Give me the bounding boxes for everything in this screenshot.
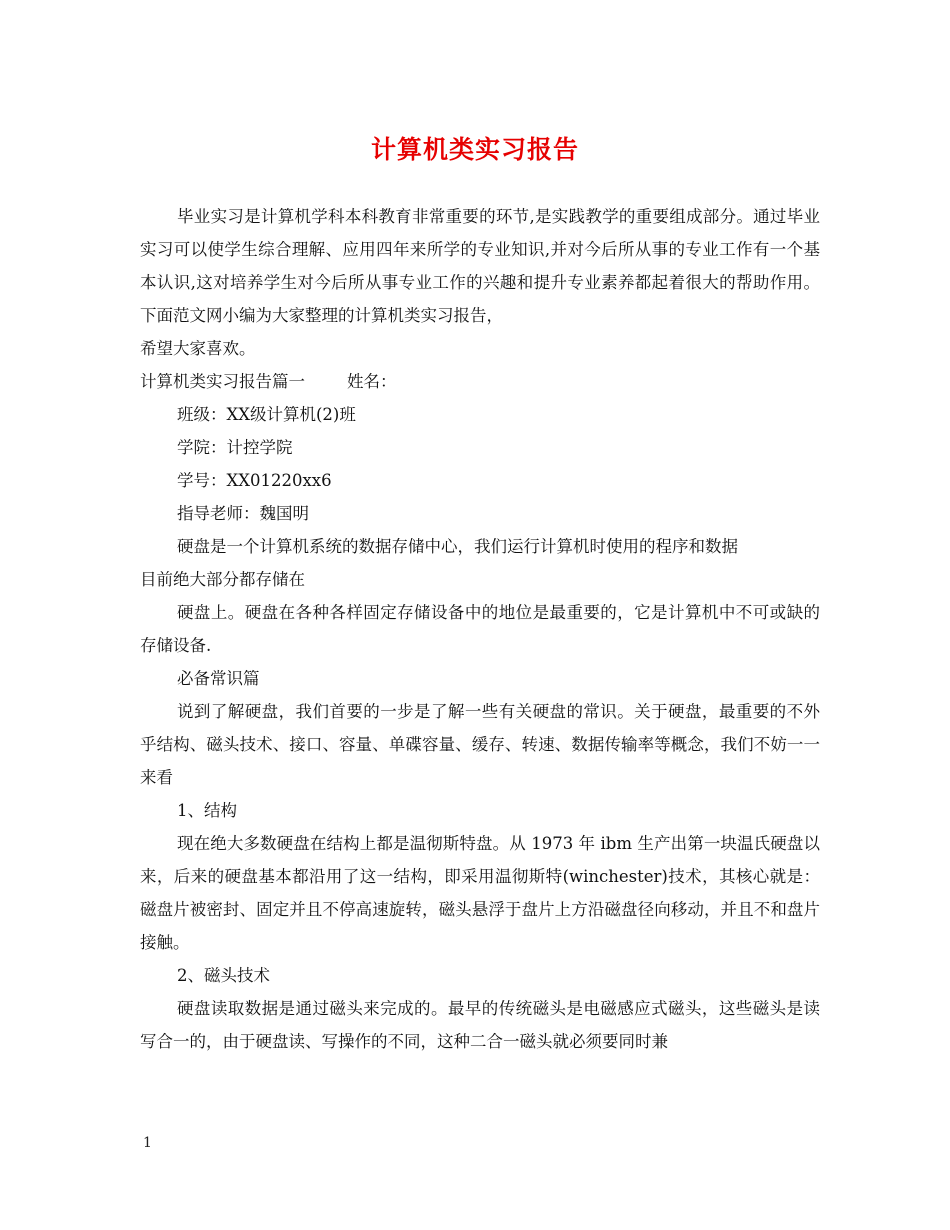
section-heading-line [140,365,820,398]
intro-paragraph: 毕业实习是计算机学科本科教育非常重要的环节,是实践教学的重要组成部分。通过毕业实习可以使学生综合理解、应用四年来所学的专业知识,并对今后所从事的专业工作有一个基本认识,这对培养学生对今后所从事专业工作的兴趣和提升专业素养都起着很大的帮助作用。下面范文网小编为大家整理的计算机类实习报告， [140,207,820,325]
paragraph-4: 现在绝大多数硬盘在结构上都是温彻斯特盘。从 1973 年 ibm 生产出第一块温氏硬盘以来，后来的硬盘基本都沿用了这一结构，即采用温彻斯特(winchester)技术，其核心就是：磁盘片被密封、固定并且不停高速旋转，磁头悬浮于盘片上方沿磁盘径向移动，并且不和盘片接触。 [140,834,820,952]
item-2-heading: 2、磁头技术 [177,966,270,985]
college-line: 学院：计控学院 [177,438,293,457]
section-title: 计算机类实习报告篇一 [140,372,305,391]
paragraph-1a: 硬盘是一个计算机系统的数据存储中心，我们运行计算机时使用的程序和数据 [177,537,738,556]
document-body [140,200,820,1058]
intro-paragraph-end: 希望大家喜欢。 [140,339,256,358]
paragraph-2: 硬盘上。硬盘在各种各样固定存储设备中的地位是最重要的，它是计算机中不可或缺的存储设备. [140,603,820,655]
name-label: 姓名： [347,372,397,391]
document-title: 计算机类实习报告 [370,135,579,164]
paragraph-5: 硬盘读取数据是通过磁头来完成的。最早的传统磁头是电磁感应式磁头，这些磁头是读写合一的，由于硬盘读、写操作的不同，这种二合一磁头就必须要同时兼 [140,999,820,1051]
advisor-line: 指导老师：魏国明 [177,504,309,523]
paragraph-3: 说到了解硬盘，我们首要的一步是了解一些有关硬盘的常识。关于硬盘，最重要的不外乎结构、磁头技术、接口、容量、单碟容量、缓存、转速、数据传输率等概念，我们不妨一一来看 [140,702,820,787]
class-line: 班级：XX级计算机(2)班 [177,405,356,424]
page-number: 1 [143,1135,152,1151]
item-1-heading: 1、结构 [177,801,237,820]
student-id-line: 学号：XX01220xx6 [177,471,332,490]
paragraph-1b: 目前绝大部分都存储在 [140,570,305,589]
subheading: 必备常识篇 [177,669,260,688]
